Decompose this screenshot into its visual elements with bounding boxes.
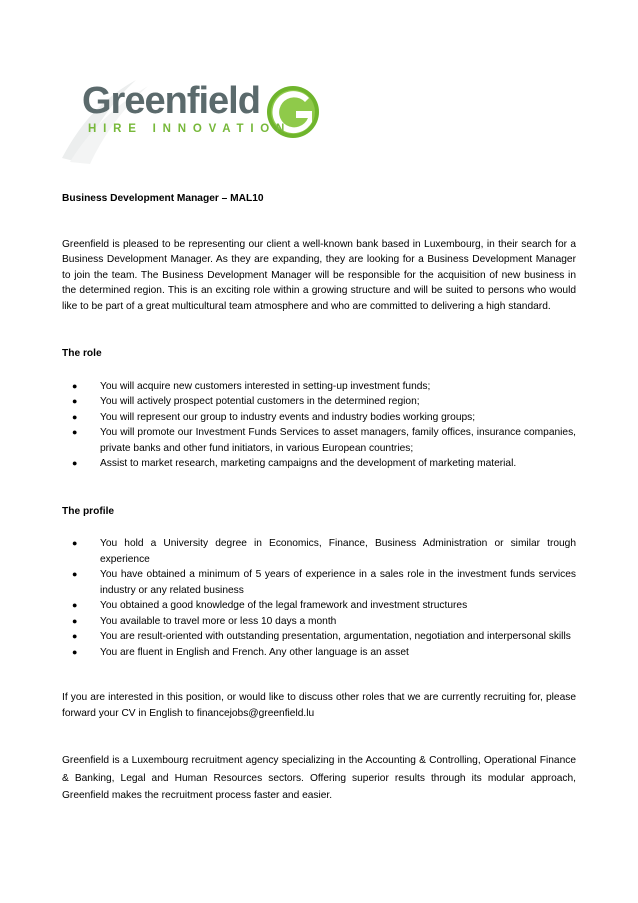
intro-paragraph: Greenfield is pleased to be representing our client a well-known bank based in Luxembourg, in their search for a Business Development Manager. As they are expanding, they are looking for a Business Development Manager to join the team. The Business Development Manager will be responsible for the acquisition of new business in the determined region. This is an exciting role within a growing structure and will be suited to persons who would like to be part of a great multicultural team atmosphere and who are committed to delivering a high standard. [62,238,576,312]
role-heading: The role [62,348,102,359]
list-item: ● You have obtained a minimum of 5 years of experience in a sales role in the investment funds services industry or any related business [72,569,576,596]
list-item: ● You are result-oriented with outstanding presentation, argumentation, negotiation and interpersonal skills [62,629,576,645]
bullet-icon: ● [72,458,78,468]
bullet-icon: ● [72,538,78,548]
profile-heading: The profile [62,505,115,517]
job-posting [62,191,576,805]
bullet-icon: ● [72,615,78,626]
profile-list [62,536,576,660]
bullet-icon: ● [72,569,78,579]
list-item: ● You are fluent in English and French. Any other language is an asset [62,645,576,661]
list-item: ● You hold a University degree in Economics, Finance, Business Administration or similar trough experience [72,538,576,565]
bullet-icon: ● [72,396,78,406]
bullet-icon: ● [72,646,78,657]
role-list [62,379,576,472]
bullet-icon: ● [72,427,78,437]
list-item: ● You will actively prospect potential customers in the determined region; [62,394,576,410]
bullet-icon: ● [72,631,78,641]
list-item: ● You will acquire new customers interested in setting-up investment funds; [62,379,576,395]
job-title: Business Development Manager – MAL10 [62,193,264,204]
contact-paragraph: If you are interested in this position, or would like to discuss other roles that we are currently recruiting for, please forward your CV in English to financejobs@greenfield.lu [62,692,576,719]
logo-tagline: HIRE INNOVATION [88,123,292,135]
bullet-icon: ● [72,380,78,391]
list-item: ● You obtained a good knowledge of the legal framework and investment structures [62,598,576,614]
bullet-icon: ● [72,600,78,610]
list-item: ● You will represent our group to industry events and industry bodies working groups; [62,410,576,426]
list-item: ● You will promote our Investment Funds Services to asset managers, family offices, insurance companies, private banks and other fund initiators, in various European countries; [72,427,576,454]
about-paragraph: Greenfield is a Luxembourg recruitment agency specializing in the Accounting & Controlling, Operational Finance & Banking, Legal and Human Resources sectors. Offering superior results through its modular approach, Greenfield makes the recruitment process faster and easier. [62,755,576,801]
greenfield-logo [56,62,336,168]
list-item: ● Assist to market research, marketing campaigns and the development of marketing material. [62,456,576,472]
logo-wordmark: Greenfield [82,80,260,122]
list-item: ● You available to travel more or less 10 days a month [62,614,576,630]
bullet-icon: ● [72,411,78,422]
